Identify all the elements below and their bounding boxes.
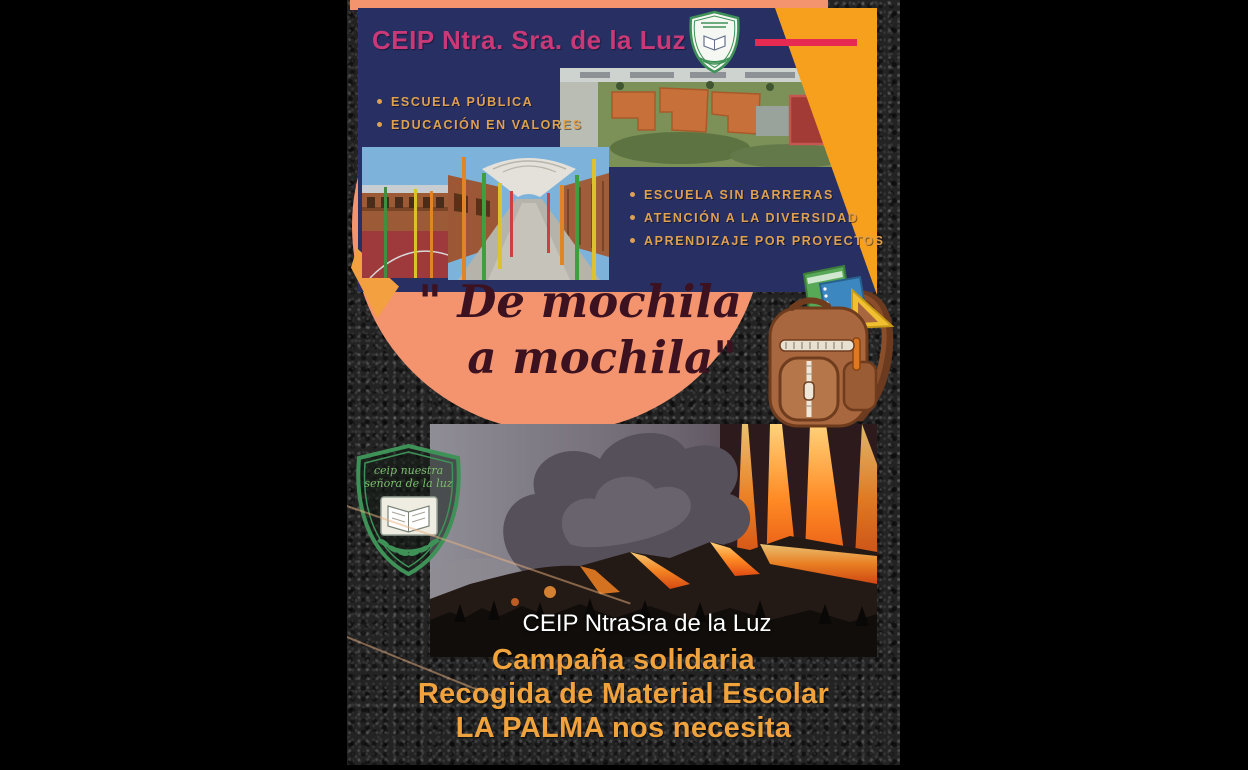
feature-item bbox=[630, 183, 885, 206]
crest-text-line1: ceip nuestra bbox=[373, 464, 444, 477]
bullet-dot-icon bbox=[630, 215, 635, 220]
feature-label: ATENCIÓN A LA DIVERSIDAD bbox=[644, 210, 859, 225]
features-left bbox=[377, 90, 583, 136]
slogan-line1: " De mochila bbox=[418, 275, 742, 328]
feature-label: ESCUELA SIN BARRERAS bbox=[644, 187, 834, 202]
photo-caption: CEIP NtraSra de la Luz bbox=[522, 610, 772, 637]
feature-item bbox=[630, 229, 885, 252]
backpack-icon bbox=[752, 264, 898, 440]
page-title: CEIP Ntra. Sra. de la Luz bbox=[372, 25, 687, 55]
courtyard-photo bbox=[362, 147, 448, 278]
campaign-line3: LA PALMA nos necesita bbox=[455, 712, 792, 744]
red-accent-bar bbox=[755, 39, 857, 46]
campaign-line1: Campaña solidaria bbox=[492, 644, 755, 676]
slogan-text bbox=[400, 274, 760, 386]
campaign-line2: Recogida de Material Escolar bbox=[417, 678, 830, 710]
bullet-dot-icon bbox=[630, 238, 635, 243]
campaign-text bbox=[357, 643, 890, 745]
feature-item bbox=[630, 206, 885, 229]
feature-label: ESCUELA PÚBLICA bbox=[391, 94, 534, 109]
feature-label: APRENDIZAJE POR PROYECTOS bbox=[644, 233, 885, 248]
feature-item bbox=[377, 90, 583, 113]
slogan-line2: a mochila" bbox=[467, 331, 737, 384]
crest-text-line2: señora de la luz bbox=[364, 477, 453, 490]
feature-item bbox=[377, 113, 583, 136]
bottom-edge bbox=[347, 765, 900, 770]
bullet-dot-icon bbox=[377, 99, 382, 104]
corridor-photo bbox=[448, 147, 609, 280]
poster bbox=[347, 0, 900, 770]
bullet-dot-icon bbox=[377, 122, 382, 127]
school-crest-icon bbox=[686, 10, 743, 74]
features-right bbox=[630, 183, 885, 252]
feature-label: EDUCACIÓN EN VALORES bbox=[391, 117, 583, 132]
bullet-dot-icon bbox=[630, 192, 635, 197]
school-crest-large-icon bbox=[350, 442, 467, 578]
